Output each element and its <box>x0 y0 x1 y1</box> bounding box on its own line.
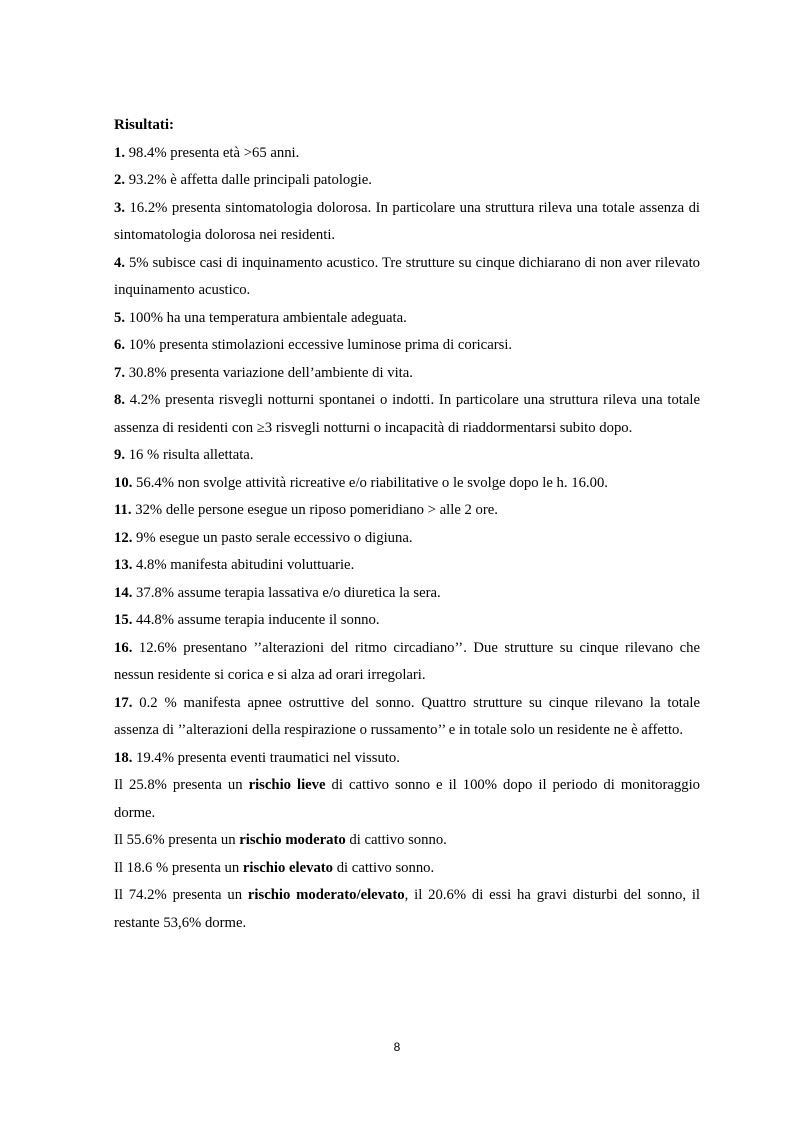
item-number: 14. <box>114 584 133 601</box>
item-text: 37.8% assume terapia lassativa e/o diuretica la sera. <box>132 584 441 601</box>
result-item <box>114 497 700 525</box>
page-number: 8 <box>393 1040 401 1054</box>
item-number: 17. <box>114 694 133 711</box>
item-number: 3. <box>114 199 126 216</box>
item-text: 5% subisce casi di inquinamento acustico. Tre strutture su cinque dichiarano di non aver rilevato inquinamento acustico. <box>114 254 700 298</box>
item-text: 44.8% assume terapia inducente il sonno. <box>132 612 380 628</box>
item-text: 16.2% presenta sintomatologia dolorosa. In particolare una struttura rileva una totale assenza di sintomatologia dolorosa nei residenti. <box>114 199 700 243</box>
result-item <box>114 745 700 773</box>
item-text: 19.4% presenta eventi traumatici nel vissuto. <box>132 749 400 766</box>
item-number: 12. <box>114 529 133 546</box>
item-number: 11. <box>114 502 132 518</box>
result-item <box>114 525 700 553</box>
item-number: 1. <box>114 144 126 161</box>
result-item <box>114 580 700 608</box>
item-number: 10. <box>114 474 133 491</box>
item-text: 10% presenta stimolazioni eccessive luminose prima di coricarsi. <box>125 337 513 353</box>
result-item <box>114 470 700 498</box>
risk-summary: Il 55.6% presenta un rischio moderato di cattivo sonno. <box>114 832 447 848</box>
risk-level: rischio moderato <box>239 832 346 848</box>
result-item <box>114 195 700 250</box>
result-item <box>114 607 700 635</box>
risk-summary: Il 18.6 % presenta un rischio elevato di cattivo sonno. <box>114 859 435 876</box>
item-text: 16 % risulta allettata. <box>125 447 254 463</box>
item-number: 2. <box>114 172 126 188</box>
item-text: 93.2% è affetta dalle principali patologie. <box>125 172 372 188</box>
item-text: 4.8% manifesta abitudini voluttuarie. <box>132 557 355 573</box>
item-text: 100% ha una temperatura ambientale adeguata. <box>125 309 407 326</box>
item-number: 9. <box>114 447 126 463</box>
item-number: 7. <box>114 364 126 381</box>
item-number: 4. <box>114 254 126 271</box>
item-text: 9% esegue un pasto serale eccessivo o digiuna. <box>132 529 413 546</box>
item-number: 13. <box>114 557 133 573</box>
result-item <box>114 360 700 388</box>
result-item <box>114 635 700 690</box>
result-item <box>114 167 700 195</box>
item-text: 98.4% presenta età >65 anni. <box>125 144 300 161</box>
item-number: 8. <box>114 392 126 408</box>
item-number: 18. <box>114 749 133 766</box>
result-item <box>114 442 700 470</box>
item-text: 30.8% presenta variazione dell’ambiente di vita. <box>125 364 413 381</box>
item-text: 12.6% presentano ’’alterazioni del ritmo circadiano’’. Due strutture su cinque rilevano che nessun residente si corica e si alza ad orari irregolari. <box>114 639 700 683</box>
result-item <box>114 387 700 442</box>
result-item <box>114 332 700 360</box>
item-text: 56.4% non svolge attività ricreative e/o riabilitative o le svolge dopo le h. 16.00. <box>132 474 608 491</box>
item-number: 16. <box>114 639 133 656</box>
risk-level: rischio lieve <box>248 777 326 793</box>
result-item <box>114 140 700 168</box>
item-text: 4.2% presenta risvegli notturni spontanei o indotti. In particolare una struttura rileva una totale assenza di residenti con ≥3 risvegli notturni o incapacità di riaddormentarsi subito dopo. <box>114 392 700 436</box>
result-item <box>114 250 700 305</box>
item-text: 0.2 % manifesta apnee ostruttive del sonno. Quattro strutture su cinque rilevano la totale assenza di ’’alterazioni della respirazione o russamento’’ e in totale solo un residente ne è affetto. <box>114 694 700 738</box>
result-item <box>114 552 700 580</box>
risk-level: rischio elevato <box>242 859 334 876</box>
risk-summary: Il 25.8% presenta un rischio lieve di cattivo sonno e il 100% dopo il periodo di monitoraggio dorme. <box>114 777 700 821</box>
risk-level: rischio moderato/elevato <box>247 887 405 903</box>
result-item <box>114 690 700 745</box>
item-number: 15. <box>114 612 133 628</box>
result-item <box>114 305 700 333</box>
section-heading: Risultati: <box>114 117 174 133</box>
item-number: 5. <box>114 309 126 326</box>
results-section <box>114 112 700 937</box>
risk-summary: Il 74.2% presenta un rischio moderato/elevato, il 20.6% di essi ha gravi disturbi del sonno, il restante 53,6% dorme. <box>114 887 700 931</box>
item-text: 32% delle persone esegue un riposo pomeridiano > alle 2 ore. <box>131 502 498 518</box>
item-number: 6. <box>114 337 126 353</box>
